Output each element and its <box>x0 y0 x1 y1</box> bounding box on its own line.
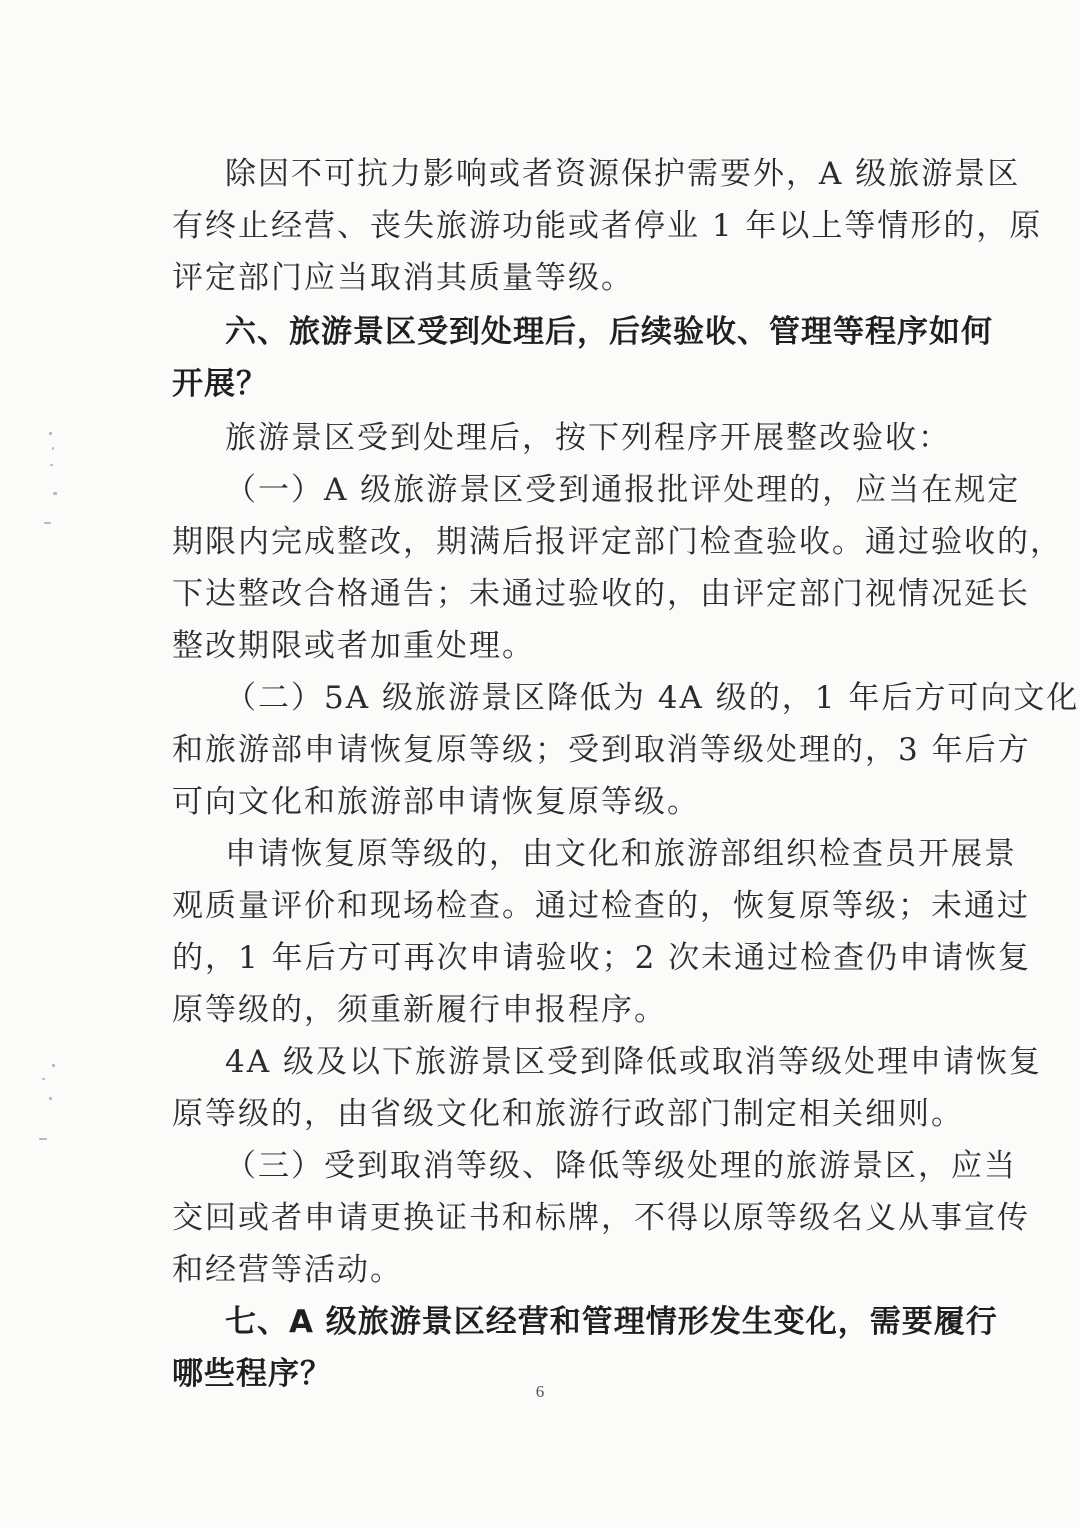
paragraph-line: 整改期限或者加重处理。 <box>172 628 535 664</box>
paragraph-line: 旅游景区受到处理后，按下列程序开展整改验收： <box>225 420 951 456</box>
paragraph-line: 下达整改合格通告；未通过验收的，由评定部门视情况延长 <box>172 576 1030 612</box>
paragraph-line: 除因不可抗力影响或者资源保护需要外，A 级旅游景区 <box>225 156 1021 192</box>
paragraph-line: 和旅游部申请恢复原等级；受到取消等级处理的，3 年后方 <box>172 732 1031 768</box>
section-heading: 开展？ <box>172 366 268 402</box>
section-heading: 哪些程序？ <box>172 1356 332 1392</box>
page-number: 6 <box>535 1382 545 1401</box>
scan-speck <box>42 1078 45 1080</box>
scan-speck <box>49 432 52 435</box>
scan-speck <box>49 1097 52 1100</box>
section-heading: 六、旅游景区受到处理后，后续验收、管理等程序如何 <box>225 314 993 350</box>
paragraph-line: 交回或者申请更换证书和标牌，不得以原等级名义从事宣传 <box>172 1200 1030 1236</box>
paragraph-line: （二）5A 级旅游景区降低为 4A 级的，1 年后方可向文化 <box>225 680 1080 716</box>
paragraph-line: 可向文化和旅游部申请恢复原等级。 <box>172 784 700 820</box>
section-heading: 七、A 级旅游景区经营和管理情形发生变化，需要履行 <box>225 1304 998 1340</box>
paragraph-line: 4A 级及以下旅游景区受到降低或取消等级处理申请恢复 <box>225 1044 1042 1080</box>
scan-speck <box>39 1138 47 1140</box>
paragraph-line: 有终止经营、丧失旅游功能或者停业 1 年以上等情形的，原 <box>172 208 1043 244</box>
paragraph-line: 评定部门应当取消其质量等级。 <box>172 260 634 296</box>
paragraph-line: 观质量评价和现场检查。通过检查的，恢复原等级；未通过 <box>172 888 1030 924</box>
scan-speck <box>44 522 51 524</box>
paragraph-line: 原等级的，须重新履行申报程序。 <box>172 992 667 1028</box>
paragraph-line: 和经营等活动。 <box>172 1252 403 1288</box>
paragraph-line: 的，1 年后方可再次申请验收；2 次未通过检查仍申请恢复 <box>172 940 1032 976</box>
scan-speck <box>52 447 54 450</box>
scan-speck <box>50 464 53 466</box>
paragraph-line: （三）受到取消等级、降低等级处理的旅游景区，应当 <box>225 1148 1017 1184</box>
paragraph-line: 原等级的，由省级文化和旅游行政部门制定相关细则。 <box>172 1096 964 1132</box>
scan-speck <box>53 492 57 495</box>
paragraph-line: 期限内完成整改，期满后报评定部门检查验收。通过验收的， <box>172 524 1063 560</box>
paragraph-line: 申请恢复原等级的，由文化和旅游部组织检查员开展景 <box>225 836 1017 872</box>
paragraph-line: （一）A 级旅游景区受到通报批评处理的，应当在规定 <box>225 472 1021 508</box>
scan-speck <box>52 1064 55 1067</box>
